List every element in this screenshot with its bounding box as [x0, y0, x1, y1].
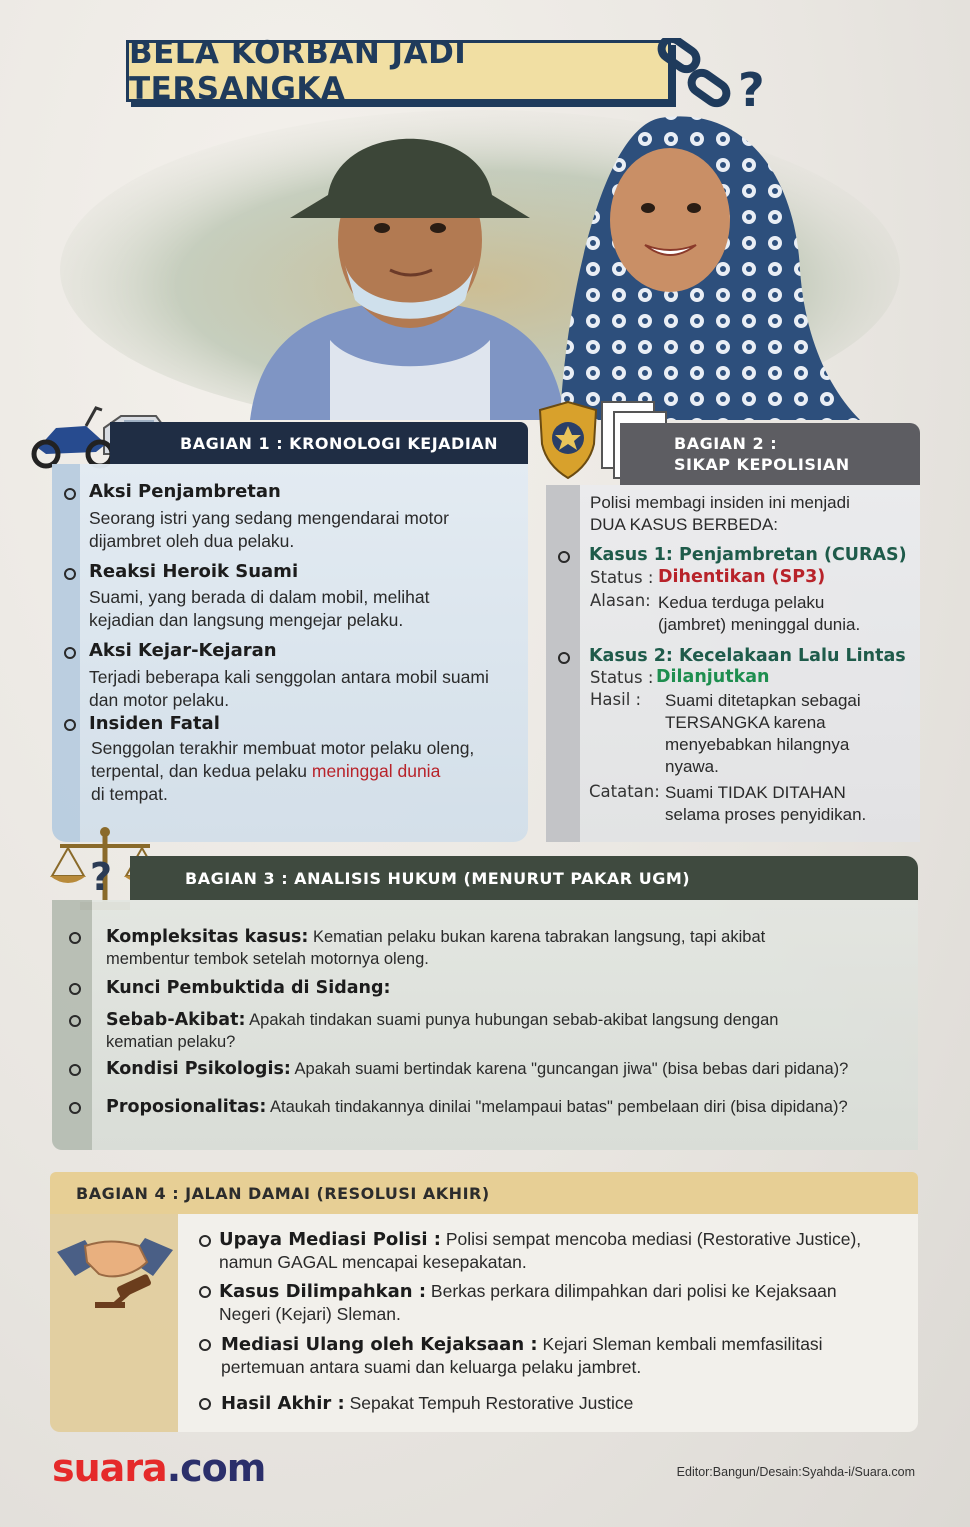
item-title: Insiden Fatal: [89, 713, 220, 734]
case2-result-label: Hasil :: [590, 690, 642, 709]
analysis-key: Kompleksitas kasus:: [106, 927, 309, 947]
body-line: Suami, yang berada di dalam mobil, melihat: [89, 587, 430, 607]
bullet-icon: [69, 1102, 81, 1114]
resolution-key: Hasil Akhir :: [221, 1393, 345, 1414]
body-line: di tempat.: [91, 784, 168, 804]
item-title: Aksi Penjambretan: [89, 481, 281, 502]
body-line: Seorang istri yang sedang mengendarai motor: [89, 508, 449, 528]
case2-note-label: Catatan:: [589, 782, 660, 801]
section4-header: [50, 1172, 918, 1214]
resolution-key: Mediasi Ulang oleh Kejaksaan :: [221, 1334, 538, 1355]
case2-note: [665, 782, 910, 826]
result-line: nyawa.: [665, 757, 719, 776]
case1-reason: [658, 592, 908, 636]
body-line: Senggolan terakhir membuat motor pelaku oleng,: [91, 738, 475, 758]
handshake-gavel-icon: [55, 1222, 175, 1308]
svg-text:?: ?: [738, 63, 765, 117]
item-title: Reaksi Heroik Suami: [89, 561, 299, 582]
note-line: Suami TIDAK DITAHAN: [665, 783, 846, 802]
body-line: kejadian dan langsung mengejar pelaku.: [89, 610, 404, 630]
case2-status-label: Status :: [590, 668, 654, 687]
intro-line: Polisi membagi insiden ini menjadi: [590, 493, 850, 512]
resolution-key: Upaya Mediasi Polisi :: [219, 1229, 441, 1250]
bullet-icon: [199, 1398, 211, 1410]
section1-title: BAGIAN 1 : KRONOLOGI KEJADIAN: [180, 433, 499, 453]
highlight-text: meninggal dunia: [311, 761, 441, 781]
case2-result: [665, 690, 910, 778]
analysis-item: Kondisi Psikologis: Apakah suami bertindak karena "guncangan jiwa" (bisa bebas dari pidana)?: [106, 1059, 849, 1079]
analysis-key: Proposionalitas:: [106, 1097, 267, 1117]
bullet-icon: [69, 983, 81, 995]
intro-line: DUA KASUS BERBEDA:: [590, 515, 779, 534]
case1-reason-label: Alasan:: [590, 591, 651, 610]
title-banner: [126, 35, 671, 107]
analysis-item: Proposionalitas: Ataukah tindakannya dinilai "melampaui batas" pembelaan diri (bisa dipidana)?: [106, 1097, 848, 1117]
bullet-icon: [69, 932, 81, 944]
case2-status-badge: Dilanjutkan: [656, 667, 770, 687]
case2-title: Kasus 2: Kecelakaan Lalu Lintas: [589, 646, 906, 666]
bullet-icon: [64, 568, 76, 580]
item-title: Aksi Kejar-Kejaran: [89, 640, 277, 661]
reason-line: (jambret) meninggal dunia.: [658, 615, 861, 634]
section3-title: BAGIAN 3 : ANALISIS HUKUM (MENURUT PAKAR UGM): [185, 868, 691, 888]
result-line: Suami ditetapkan sebagai: [665, 691, 861, 710]
result-line: menyebabkan hilangnya: [665, 735, 850, 754]
section2-header: [620, 423, 920, 485]
case1-status-label: Status :: [590, 568, 654, 587]
bullet-icon: [558, 652, 570, 664]
item-body: [91, 737, 521, 806]
item-body: [89, 666, 524, 712]
hero-illustration: [60, 100, 930, 420]
bullet-icon: [199, 1339, 211, 1351]
analysis-key: Kondisi Psikologis:: [106, 1059, 291, 1079]
body-line: terpental, dan kedua pelaku meninggal dunia: [91, 761, 441, 781]
bullet-icon: [69, 1015, 81, 1027]
bullet-icon: [64, 647, 76, 659]
body-line: Terjadi beberapa kali senggolan antara mobil suami: [89, 667, 489, 687]
analysis-item: Sebab-Akibat: Apakah tindakan suami punya hubungan sebab-akibat langsung dengan kematian pelaku?: [106, 1010, 779, 1051]
page-title: BELA KORBAN JADI TERSANGKA: [129, 35, 467, 107]
resolution-item: Kasus Dilimpahkan : Berkas perkara dilimpahkan dari polisi ke Kejaksaan Negeri (Kejari) Sleman.: [219, 1281, 837, 1324]
section1-header: [110, 422, 528, 464]
resolution-item: Mediasi Ulang oleh Kejaksaan : Kejari Sleman kembali memfasilitasi pertemuan antara suami dan keluarga pelaku jambret.: [221, 1334, 823, 1377]
analysis-key: Kunci Pembuktida di Sidang:: [106, 978, 391, 998]
result-line: TERSANGKA karena: [665, 713, 826, 732]
svg-text:?: ?: [90, 855, 113, 899]
section4-title: BAGIAN 4 : JALAN DAMAI (RESOLUSI AKHIR): [76, 1183, 490, 1203]
resolution-key: Kasus Dilimpahkan :: [219, 1281, 427, 1302]
credit-text: Editor:Bangun/Desain:Syahda-i/Suara.com: [676, 1465, 915, 1479]
section3-header: [130, 856, 918, 900]
resolution-item: Upaya Mediasi Polisi : Polisi sempat mencoba mediasi (Restorative Justice), namun GAGAL mencapai kesepakatan.: [219, 1229, 862, 1272]
body-line: dan motor pelaku.: [89, 690, 230, 710]
section2-intro: [590, 492, 910, 536]
body-line: dijambret oleh dua pelaku.: [89, 531, 295, 551]
note-line: selama proses penyidikan.: [665, 805, 867, 824]
bullet-icon: [199, 1286, 211, 1298]
bullet-icon: [69, 1064, 81, 1076]
case1-title: Kasus 1: Penjambretan (CURAS): [589, 545, 907, 565]
section2-title-line1: BAGIAN 2 :: [674, 434, 778, 453]
bullet-icon: [558, 551, 570, 563]
item-body: [89, 507, 519, 553]
resolution-item: Hasil Akhir : Sepakat Tempuh Restorative Justice: [221, 1393, 634, 1414]
bullet-icon: [64, 488, 76, 500]
suara-logo[interactable]: suara.com: [52, 1446, 266, 1490]
reason-line: Kedua terduga pelaku: [658, 593, 825, 612]
bullet-icon: [199, 1235, 211, 1247]
bullet-icon: [64, 719, 76, 731]
analysis-key: Sebab-Akibat:: [106, 1010, 246, 1030]
analysis-item: [106, 977, 906, 999]
section2-title-line2: SIKAP KEPOLISIAN: [674, 455, 850, 474]
case1-status-badge: Dihentikan (SP3): [658, 567, 826, 587]
analysis-item: Kompleksitas kasus: Kematian pelaku bukan karena tabrakan langsung, tapi akibat membentur tembok setelah motornya oleng.: [106, 927, 766, 968]
item-body: [89, 586, 519, 632]
